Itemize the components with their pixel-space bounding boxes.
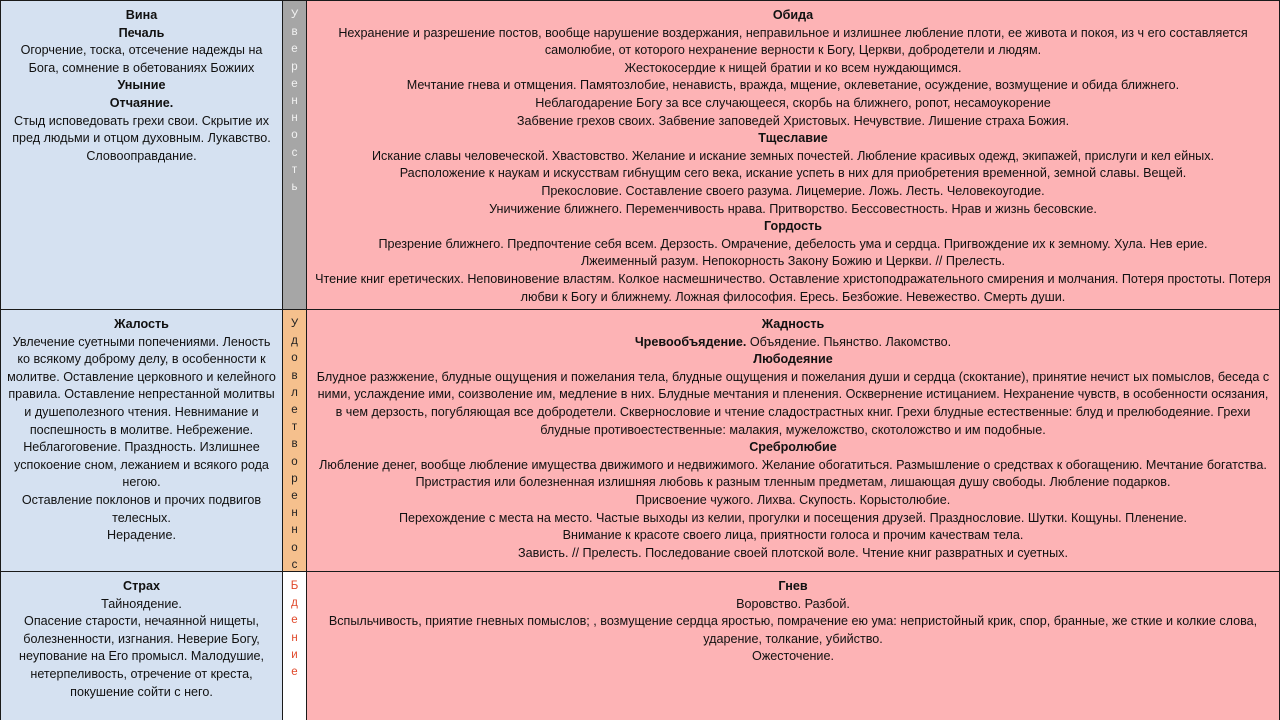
- text-line: Прекословие. Составление своего разума. Лицемерие. Ложь. Лесть. Человекоугодие.: [541, 183, 1045, 198]
- text-line: Презрение ближнего. Предпочтение себя всем. Дерзость. Омрачение, дебелость ума и сердца. Пригвождение их к земному. Хула. Нев ерие.: [378, 236, 1208, 251]
- vertical-letter: о: [291, 129, 298, 142]
- text-line: Присвоение чужого. Лихва. Скупость. Корыстолюбие.: [635, 492, 951, 507]
- mixed-line: [315, 334, 1271, 352]
- text-line: Расположение к наукам и искусствам гибнущим сего века, искание успеть в них для приобретения временной, земной славы. Вещей.: [399, 166, 1187, 181]
- section-heading: Отчаяние.: [109, 95, 174, 110]
- section-heading: Гордость: [763, 219, 823, 234]
- text-line: Оставление поклонов и прочих подвигов телесных.: [21, 492, 262, 525]
- text-line: Стыд исповедовать грехи свои. Скрытие их пред людьми и отцом духовным. Лукавство. Словооправдание.: [12, 113, 271, 163]
- text-line: Искание славы человеческой. Хвастовство. Желание и искание земных почестей. Любление красивых одежд, экипажей, прислуги и кел ейных.: [371, 148, 1215, 163]
- row-2-left-cell: [0, 310, 283, 572]
- vertical-letter: о: [291, 352, 298, 365]
- vertical-label-text: [283, 578, 306, 681]
- text-line: Нерадение.: [107, 528, 176, 543]
- inline-heading: Чревообъядение.: [634, 334, 747, 349]
- inline-text: Объядение. Пьянство. Лакомство.: [746, 334, 952, 349]
- text-line: Забвение грехов своих. Забвение заповедей Христовых. Нечувствие. Лишение страха Божия.: [516, 113, 1070, 128]
- vertical-letter: е: [291, 666, 298, 679]
- vertical-letter: с: [291, 146, 298, 159]
- text-line: Зависть. // Прелесть. Последование своей плотской воле. Чтение книг развратных и суетных.: [518, 545, 1068, 560]
- text-line: Тайноядение.: [101, 596, 182, 611]
- text-line: Воровство. Разбой.: [736, 596, 850, 611]
- text-line: Чтение книг еретических. Неповиновение властям. Колкое насмешничество. Оставление христоподражательного смирения и молчания. Потеря простоты. Потеря любви к Богу и ближнему. Ложная философия. Ересь. Безбожие. Невежество. Смерть души.: [315, 271, 1271, 304]
- vertical-letter: н: [291, 95, 298, 108]
- section-heading: Обида: [772, 8, 814, 22]
- vertical-letter: ь: [291, 181, 298, 194]
- text-line: Внимание к красоте своего лица, приятности голоса и прочим качествам тела.: [562, 528, 1024, 543]
- section-heading: Жалость: [114, 317, 169, 331]
- row-2-right-cell: [307, 310, 1280, 572]
- text-line: Блудное разжжение, блудные ощущения и пожелания тела, блудные ощущения и пожелания души и сердца (скоктание), принятие нечист ых помыслов, беседа с ними, услаждение ими, соизволение им, медление в них. Блудные мечтания и пленения. Осквернение истицанием. Нехранение чувств, в особенности осязания, в чем дерзость, погубляющая все добродетели. Сквернословие и чтение сладострастных книг. Грехи блудные естественные: блуд и прелюбодеяние. Грехи блудные противоестественные: малакия, мужеложство, скотоложство и им подобные.: [316, 369, 1270, 437]
- text-line: Огорчение, тоска, отсечение надежды на Бога, сомнение в обетованиях Божиих: [20, 43, 263, 75]
- vertical-letter: т: [291, 163, 298, 176]
- vertical-letter: в: [291, 26, 298, 39]
- row-1-left-cell: [0, 0, 283, 310]
- vertical-letter: н: [291, 524, 298, 537]
- vertical-letter: р: [291, 60, 298, 73]
- vertical-letter: У: [290, 9, 299, 21]
- section-heading: Любодеяние: [753, 352, 833, 367]
- vertical-letter: н: [291, 507, 298, 520]
- vertical-letter: н: [291, 631, 298, 644]
- section-heading: Гнев: [778, 579, 808, 593]
- row-3-left-cell: [0, 572, 283, 720]
- vertical-label-text: [283, 316, 306, 572]
- row-1-right-cell: [307, 0, 1280, 310]
- section-heading: Вина: [125, 8, 158, 22]
- section-heading: Тщеславие: [758, 131, 828, 146]
- vertical-letter: и: [291, 648, 298, 661]
- vertical-letter: в: [291, 369, 298, 382]
- section-heading: Печаль: [118, 25, 165, 40]
- section-heading: Сребролюбие: [749, 440, 837, 455]
- vertical-letter: л: [291, 386, 298, 399]
- vertical-letter: Б: [290, 580, 299, 592]
- vertical-letter: е: [291, 490, 298, 503]
- vertical-letter: е: [291, 404, 298, 417]
- text-line: Увлечение суетными попечениями. Леность ко всякому доброму делу, в особенности к молитве. Оставление церковного и келейного правила. Оставление непрестанной молитвы и душеполезного чтения. Невнимание и поспешность в молитве. Небрежение. Неблагоговение. Праздность. Излишнее успокоение сном, лежанием и всякого рода негою.: [7, 334, 276, 490]
- text-line: Перехождение с места на место. Частые выходы из келии, прогулки и посещения друзей. Празднословие. Шутки. Кощуны. Пленение.: [398, 510, 1188, 525]
- row-1-vertical-label: [283, 0, 307, 310]
- vertical-letter: е: [291, 43, 298, 56]
- text-line: Лжеименный разум. Непокорность Закону Божию и Церкви. // Прелесть.: [580, 254, 1006, 269]
- vertical-letter: д: [291, 597, 298, 610]
- text-line: Мечтание гнева и отмщения. Памятозлобие, ненависть, вражда, мщение, оклеветание, осуждение, возмущение и обида ближнего.: [406, 78, 1180, 93]
- vertical-letter: н: [291, 112, 298, 125]
- text-line: Люблениe денег, вообще любление имущества движимого и недвижимого. Желание обогатиться. Размышление о средствах к обогащению. Мечтание богатства. Пристрастия или болезненная излишняя любовь к разным тленным предметам, лишающая душу свободы. Любление подарков.: [319, 457, 1267, 490]
- vertical-letter: с: [291, 558, 298, 571]
- section-heading: Жадность: [761, 317, 825, 331]
- vertical-letter: р: [291, 472, 298, 485]
- text-line: Опасение старости, нечаянной нищеты, болезненности, изгнания. Неверие Богу, неупование на Его промысл. Малодушие, нетерпеливость, отречение от креста, покушение сойти с него.: [19, 614, 264, 699]
- text-line: Уничижение ближнего. Переменчивость нрава. Притворство. Бессовестность. Нрав и жизнь бесовские.: [489, 201, 1097, 216]
- text-line: Ожесточение.: [752, 649, 834, 664]
- vertical-letter: е: [291, 614, 298, 627]
- row-3-vertical-label: [283, 572, 307, 720]
- section-heading: Уныние: [117, 78, 166, 93]
- vertical-letter: д: [291, 335, 298, 348]
- text-line: Неблагодарение Богу за все случающееся, скорбь на ближнего, ропот, несамоукорение: [535, 95, 1051, 110]
- text-line: Вспыльчивость, приятие гневных помыслов; , возмущение сердца яростью, помрачение ею ума: непристойный крик, спор, бранные, же сткие и колкие слова, ударение, толкание, убийство.: [328, 614, 1258, 646]
- text-line: Жестокосердие к нищей братии и ко всем нуждающимся.: [624, 60, 962, 75]
- vertical-letter: е: [291, 77, 298, 90]
- vertical-letter: о: [291, 455, 298, 468]
- vertical-label-text: [283, 7, 306, 196]
- row-3-right-cell: [307, 572, 1280, 720]
- vertical-letter: о: [291, 541, 298, 554]
- section-heading: Страх: [123, 579, 160, 593]
- text-line: Нехранение и разрешение постов, вообще нарушение воздержания, неправильное и излишнее любление плоти, ее живота и покоя, из ч его составляется самолюбие, от которого нехранение верности к Богу, Церкви, добродетели и людям.: [338, 25, 1248, 58]
- vertical-letter: в: [291, 438, 298, 451]
- row-2-vertical-label: [283, 310, 307, 572]
- vertical-letter: т: [291, 421, 298, 434]
- vertical-letter: У: [290, 318, 299, 330]
